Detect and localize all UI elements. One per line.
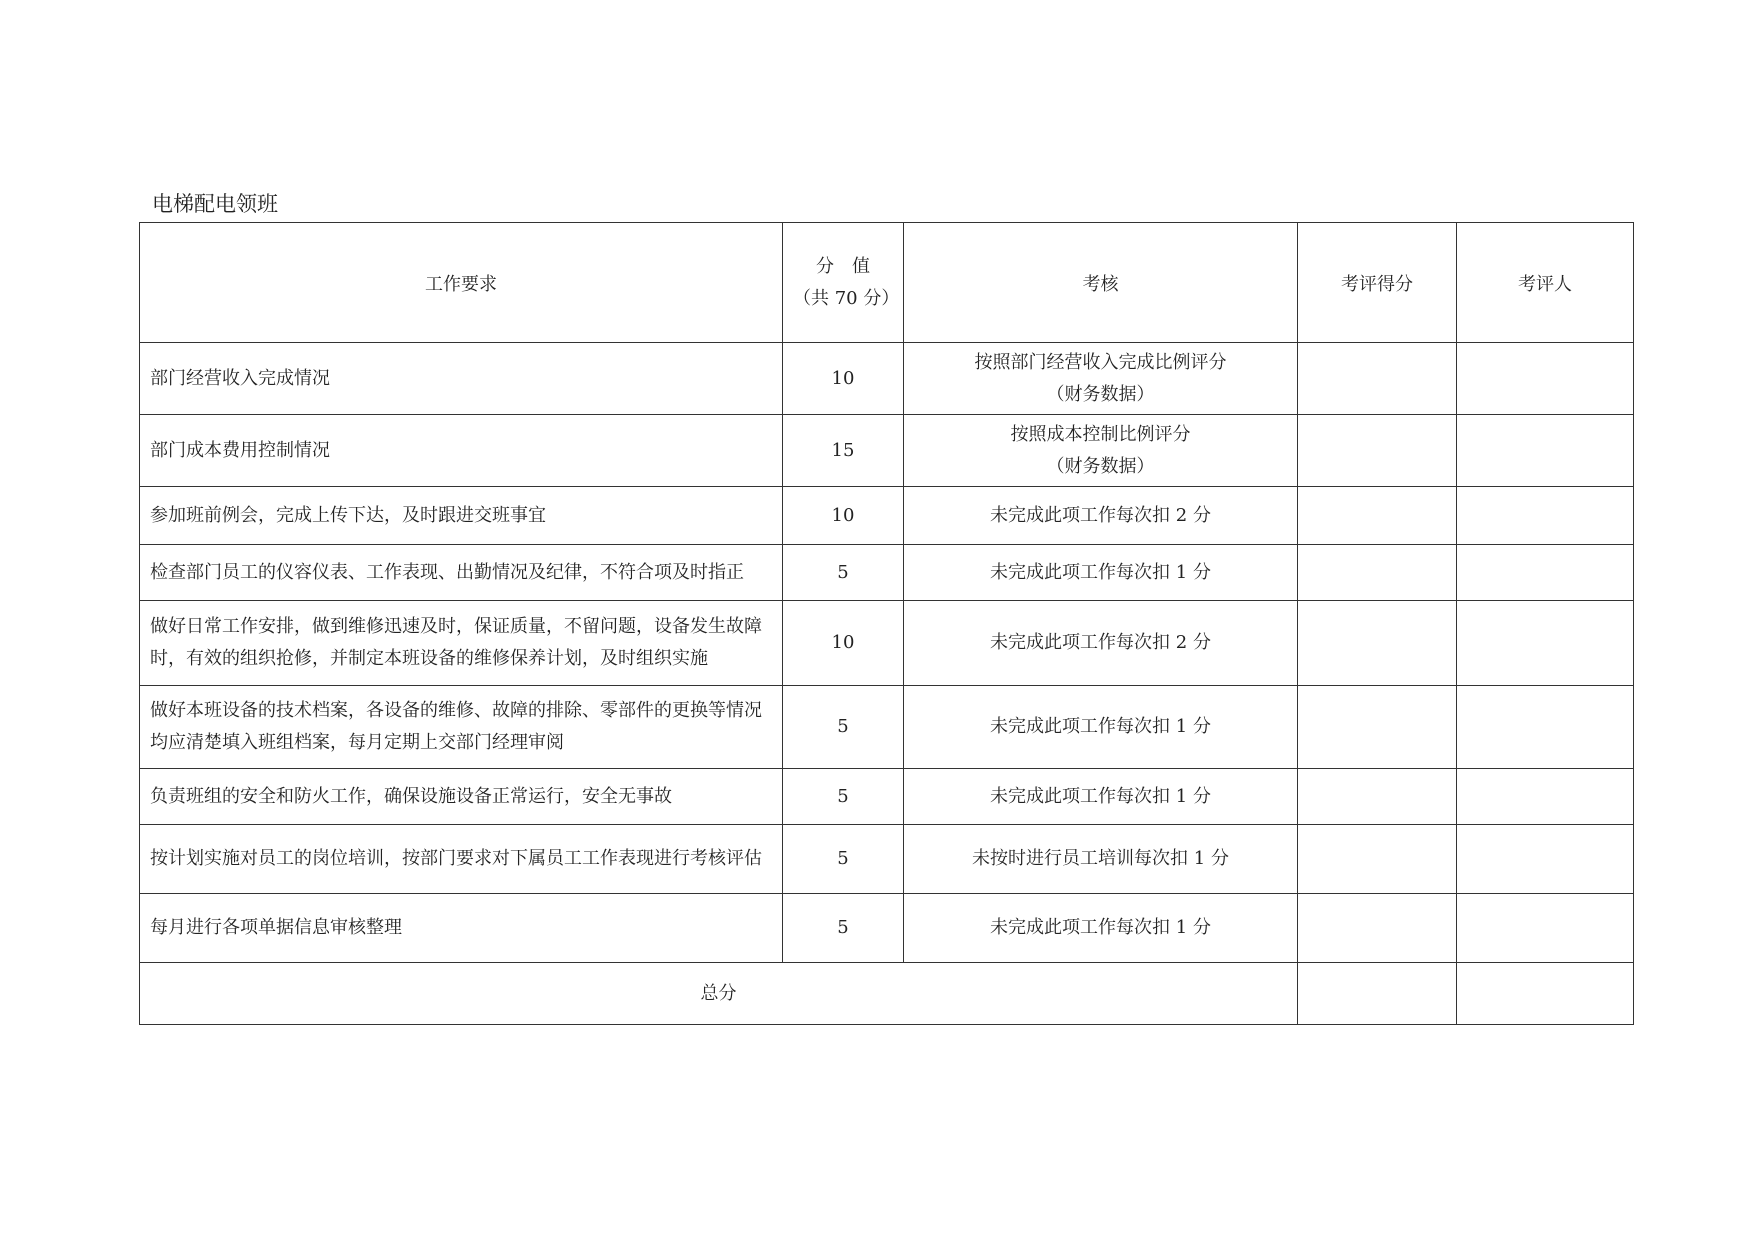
assessment-cell: 未完成此项工作每次扣 2 分 bbox=[904, 601, 1298, 686]
evaluator-cell[interactable] bbox=[1457, 487, 1634, 545]
evaluation-score-cell[interactable] bbox=[1298, 825, 1457, 894]
requirement-cell: 部门经营收入完成情况 bbox=[140, 343, 783, 415]
total-row bbox=[140, 963, 1634, 1025]
evaluator-cell[interactable] bbox=[1457, 686, 1634, 769]
header-score-label: 分 值 bbox=[816, 255, 870, 277]
assessment-cell: 未按时进行员工培训每次扣 1 分 bbox=[904, 825, 1298, 894]
header-evaluation-score: 考评得分 bbox=[1298, 223, 1457, 343]
evaluation-score-cell[interactable] bbox=[1298, 545, 1457, 601]
evaluator-cell[interactable] bbox=[1457, 343, 1634, 415]
requirement-cell: 做好本班设备的技术档案，各设备的维修、故障的排除、零部件的更换等情况均应清楚填入班组档案，每月定期上交部门经理审阅 bbox=[140, 686, 783, 769]
score-cell: 5 bbox=[783, 545, 904, 601]
evaluation-score-cell[interactable] bbox=[1298, 601, 1457, 686]
total-evaluation-score-cell[interactable] bbox=[1298, 963, 1457, 1025]
evaluator-cell[interactable] bbox=[1457, 769, 1634, 825]
evaluation-score-cell[interactable] bbox=[1298, 343, 1457, 415]
assessment-text: 按照部门经营收入完成比例评分 bbox=[974, 351, 1227, 373]
assessment-cell bbox=[904, 415, 1298, 487]
header-score-total: （共 70 分） bbox=[793, 287, 900, 309]
total-evaluator-cell[interactable] bbox=[1457, 963, 1634, 1025]
table-row bbox=[140, 686, 1634, 769]
header-requirement: 工作要求 bbox=[140, 223, 783, 343]
evaluation-score-cell[interactable] bbox=[1298, 894, 1457, 963]
table-row bbox=[140, 825, 1634, 894]
table-row bbox=[140, 487, 1634, 545]
requirement-cell: 按计划实施对员工的岗位培训，按部门要求对下属员工工作表现进行考核评估 bbox=[140, 825, 783, 894]
table-row bbox=[140, 545, 1634, 601]
assessment-note: （财务数据） bbox=[1046, 383, 1155, 405]
header-assessment: 考核 bbox=[904, 223, 1298, 343]
header-evaluator: 考评人 bbox=[1457, 223, 1634, 343]
score-cell: 5 bbox=[783, 769, 904, 825]
requirement-cell: 做好日常工作安排，做到维修迅速及时，保证质量，不留问题，设备发生故障时，有效的组织抢修，并制定本班设备的维修保养计划，及时组织实施 bbox=[140, 601, 783, 686]
evaluator-cell[interactable] bbox=[1457, 415, 1634, 487]
table-row bbox=[140, 769, 1634, 825]
assessment-text: 按照成本控制比例评分 bbox=[1010, 423, 1191, 445]
total-label: 总分 bbox=[140, 963, 1298, 1025]
table-row bbox=[140, 343, 1634, 415]
requirement-cell: 负责班组的安全和防火工作，确保设施设备正常运行，安全无事故 bbox=[140, 769, 783, 825]
assessment-cell: 未完成此项工作每次扣 2 分 bbox=[904, 487, 1298, 545]
evaluation-score-cell[interactable] bbox=[1298, 769, 1457, 825]
evaluator-cell[interactable] bbox=[1457, 601, 1634, 686]
requirement-cell: 参加班前例会，完成上传下达，及时跟进交班事宜 bbox=[140, 487, 783, 545]
assessment-cell: 未完成此项工作每次扣 1 分 bbox=[904, 686, 1298, 769]
requirement-cell: 检查部门员工的仪容仪表、工作表现、出勤情况及纪律，不符合项及时指正 bbox=[140, 545, 783, 601]
table-row bbox=[140, 415, 1634, 487]
page-title: 电梯配电领班 bbox=[152, 192, 278, 216]
table-row bbox=[140, 601, 1634, 686]
score-cell: 5 bbox=[783, 894, 904, 963]
header-score bbox=[783, 223, 904, 343]
score-cell: 10 bbox=[783, 343, 904, 415]
score-cell: 10 bbox=[783, 601, 904, 686]
score-cell: 10 bbox=[783, 487, 904, 545]
evaluation-score-cell[interactable] bbox=[1298, 487, 1457, 545]
score-cell: 5 bbox=[783, 825, 904, 894]
requirement-cell: 部门成本费用控制情况 bbox=[140, 415, 783, 487]
assessment-cell bbox=[904, 343, 1298, 415]
assessment-cell: 未完成此项工作每次扣 1 分 bbox=[904, 894, 1298, 963]
requirement-cell: 每月进行各项单据信息审核整理 bbox=[140, 894, 783, 963]
evaluator-cell[interactable] bbox=[1457, 545, 1634, 601]
assessment-cell: 未完成此项工作每次扣 1 分 bbox=[904, 769, 1298, 825]
score-cell: 15 bbox=[783, 415, 904, 487]
assessment-table bbox=[139, 222, 1634, 1025]
evaluation-score-cell[interactable] bbox=[1298, 686, 1457, 769]
assessment-note: （财务数据） bbox=[1046, 455, 1155, 477]
score-cell: 5 bbox=[783, 686, 904, 769]
assessment-cell: 未完成此项工作每次扣 1 分 bbox=[904, 545, 1298, 601]
table-row bbox=[140, 894, 1634, 963]
table-header-row bbox=[140, 223, 1634, 343]
evaluator-cell[interactable] bbox=[1457, 825, 1634, 894]
evaluation-score-cell[interactable] bbox=[1298, 415, 1457, 487]
evaluator-cell[interactable] bbox=[1457, 894, 1634, 963]
